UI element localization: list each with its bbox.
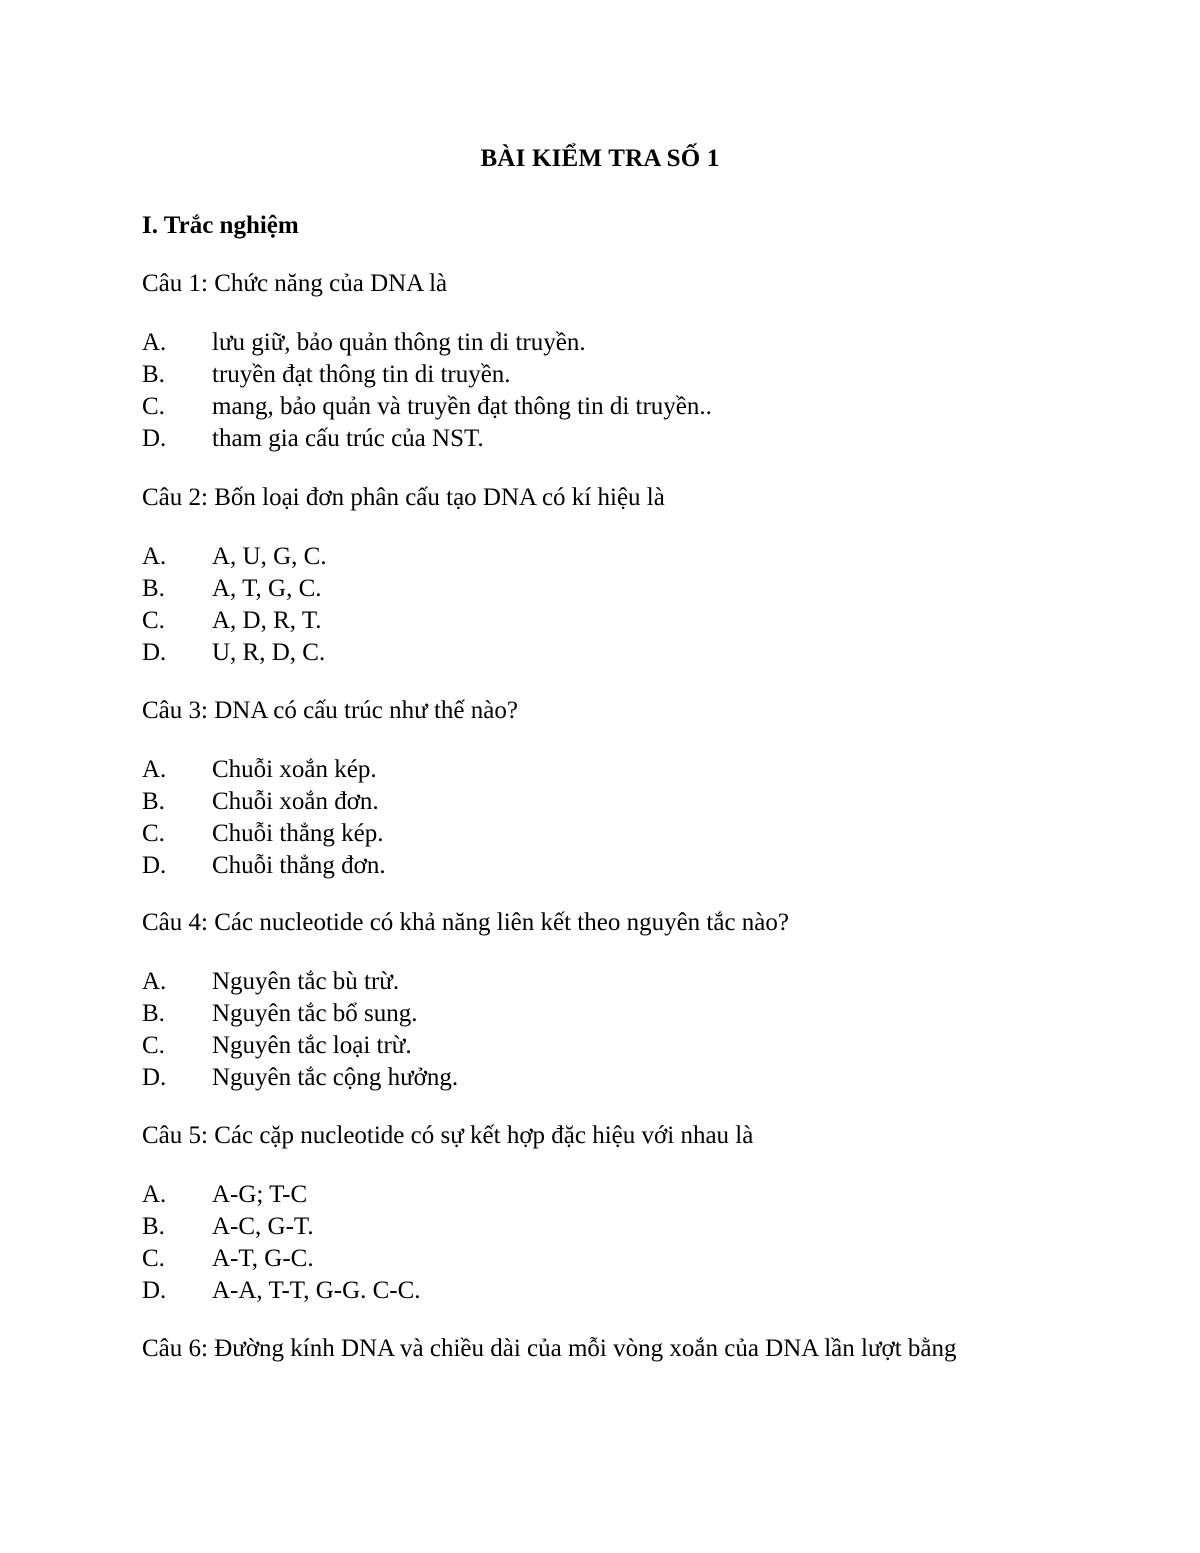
- question-1: [142, 268, 1142, 455]
- option-letter: A.: [142, 543, 167, 570]
- option-text: truyền đạt thông tin di truyền.: [212, 361, 511, 388]
- answer-options: [142, 754, 1142, 882]
- option-text: lưu giữ, bảo quản thông tin di truyền.: [212, 329, 586, 356]
- option-text: A-A, T-T, G-G. C-C.: [212, 1277, 421, 1304]
- answer-option-c: [142, 605, 1142, 637]
- option-letter: B.: [142, 575, 165, 602]
- option-letter: A.: [142, 756, 167, 783]
- option-letter: A.: [142, 329, 167, 356]
- option-text: A-G; T-C: [212, 1181, 308, 1208]
- answer-options: [142, 966, 1142, 1094]
- option-letter: D.: [142, 639, 167, 666]
- section-heading: I. Trắc nghiệm: [142, 212, 299, 239]
- option-letter: D.: [142, 1064, 167, 1091]
- question-6: [142, 1333, 1142, 1365]
- answer-options: [142, 1179, 1142, 1307]
- option-letter: D.: [142, 1277, 167, 1304]
- answer-option-b: [142, 998, 1142, 1030]
- option-letter: D.: [142, 852, 167, 879]
- document-title: BÀI KIỂM TRA SỐ 1: [480, 145, 720, 172]
- answer-option-c: [142, 1243, 1142, 1275]
- option-text: A, T, G, C.: [212, 575, 322, 602]
- question-text: Câu 4: Các nucleotide có khả năng liên kết theo nguyên tắc nào?: [142, 909, 789, 936]
- question-text: Câu 2: Bốn loại đơn phân cấu tạo DNA có kí hiệu là: [142, 484, 665, 511]
- option-letter: B.: [142, 788, 165, 815]
- option-letter: C.: [142, 820, 165, 847]
- option-text: Nguyên tắc loại trừ.: [212, 1032, 412, 1059]
- option-letter: A.: [142, 968, 167, 995]
- option-text: A, D, R, T.: [212, 607, 322, 634]
- question-2: [142, 482, 1142, 669]
- question-text: Câu 5: Các cặp nucleotide có sự kết hợp đặc hiệu với nhau là: [142, 1122, 754, 1149]
- option-letter: B.: [142, 1213, 165, 1240]
- option-text: mang, bảo quản và truyền đạt thông tin di truyền..: [212, 393, 712, 420]
- option-text: Chuỗi xoắn đơn.: [212, 788, 379, 815]
- option-letter: A.: [142, 1181, 167, 1208]
- option-letter: C.: [142, 1245, 165, 1272]
- answer-option-d: [142, 423, 1142, 455]
- question-4: [142, 907, 1142, 1094]
- question-5: [142, 1120, 1142, 1307]
- answer-option-b: [142, 786, 1142, 818]
- option-letter: D.: [142, 425, 167, 452]
- answer-option-a: [142, 966, 1142, 998]
- question-3: [142, 695, 1142, 882]
- option-letter: C.: [142, 607, 165, 634]
- answer-options: [142, 541, 1142, 669]
- option-text: Chuỗi xoắn kép.: [212, 756, 377, 783]
- answer-option-d: [142, 1275, 1142, 1307]
- option-text: tham gia cấu trúc của NST.: [212, 425, 484, 452]
- option-letter: B.: [142, 1000, 165, 1027]
- question-text: Câu 6: Đường kính DNA và chiều dài của mỗi vòng xoắn của DNA lần lượt bằng: [142, 1335, 957, 1362]
- answer-option-c: [142, 818, 1142, 850]
- answer-option-a: [142, 541, 1142, 573]
- answer-option-c: [142, 1030, 1142, 1062]
- option-text: A-T, G-C.: [212, 1245, 314, 1272]
- option-text: Chuỗi thẳng đơn.: [212, 852, 386, 879]
- option-text: Nguyên tắc bổ sung.: [212, 1000, 418, 1027]
- option-text: Nguyên tắc cộng hưởng.: [212, 1064, 459, 1091]
- answer-option-a: [142, 1179, 1142, 1211]
- answer-option-d: [142, 637, 1142, 669]
- option-text: A, U, G, C.: [212, 543, 327, 570]
- answer-option-d: [142, 1062, 1142, 1094]
- option-text: A-C, G-T.: [212, 1213, 314, 1240]
- answer-option-d: [142, 850, 1142, 882]
- option-text: Nguyên tắc bù trừ.: [212, 968, 400, 995]
- option-text: U, R, D, C.: [212, 639, 326, 666]
- answer-option-a: [142, 754, 1142, 786]
- question-text: Câu 3: DNA có cấu trúc như thế nào?: [142, 697, 518, 724]
- question-text: Câu 1: Chức năng của DNA là: [142, 270, 448, 297]
- answer-options: [142, 327, 1142, 455]
- answer-option-b: [142, 573, 1142, 605]
- option-letter: C.: [142, 1032, 165, 1059]
- answer-option-b: [142, 359, 1142, 391]
- answer-option-a: [142, 327, 1142, 359]
- option-text: Chuỗi thẳng kép.: [212, 820, 384, 847]
- option-letter: B.: [142, 361, 165, 388]
- answer-option-b: [142, 1211, 1142, 1243]
- option-letter: C.: [142, 393, 165, 420]
- answer-option-c: [142, 391, 1142, 423]
